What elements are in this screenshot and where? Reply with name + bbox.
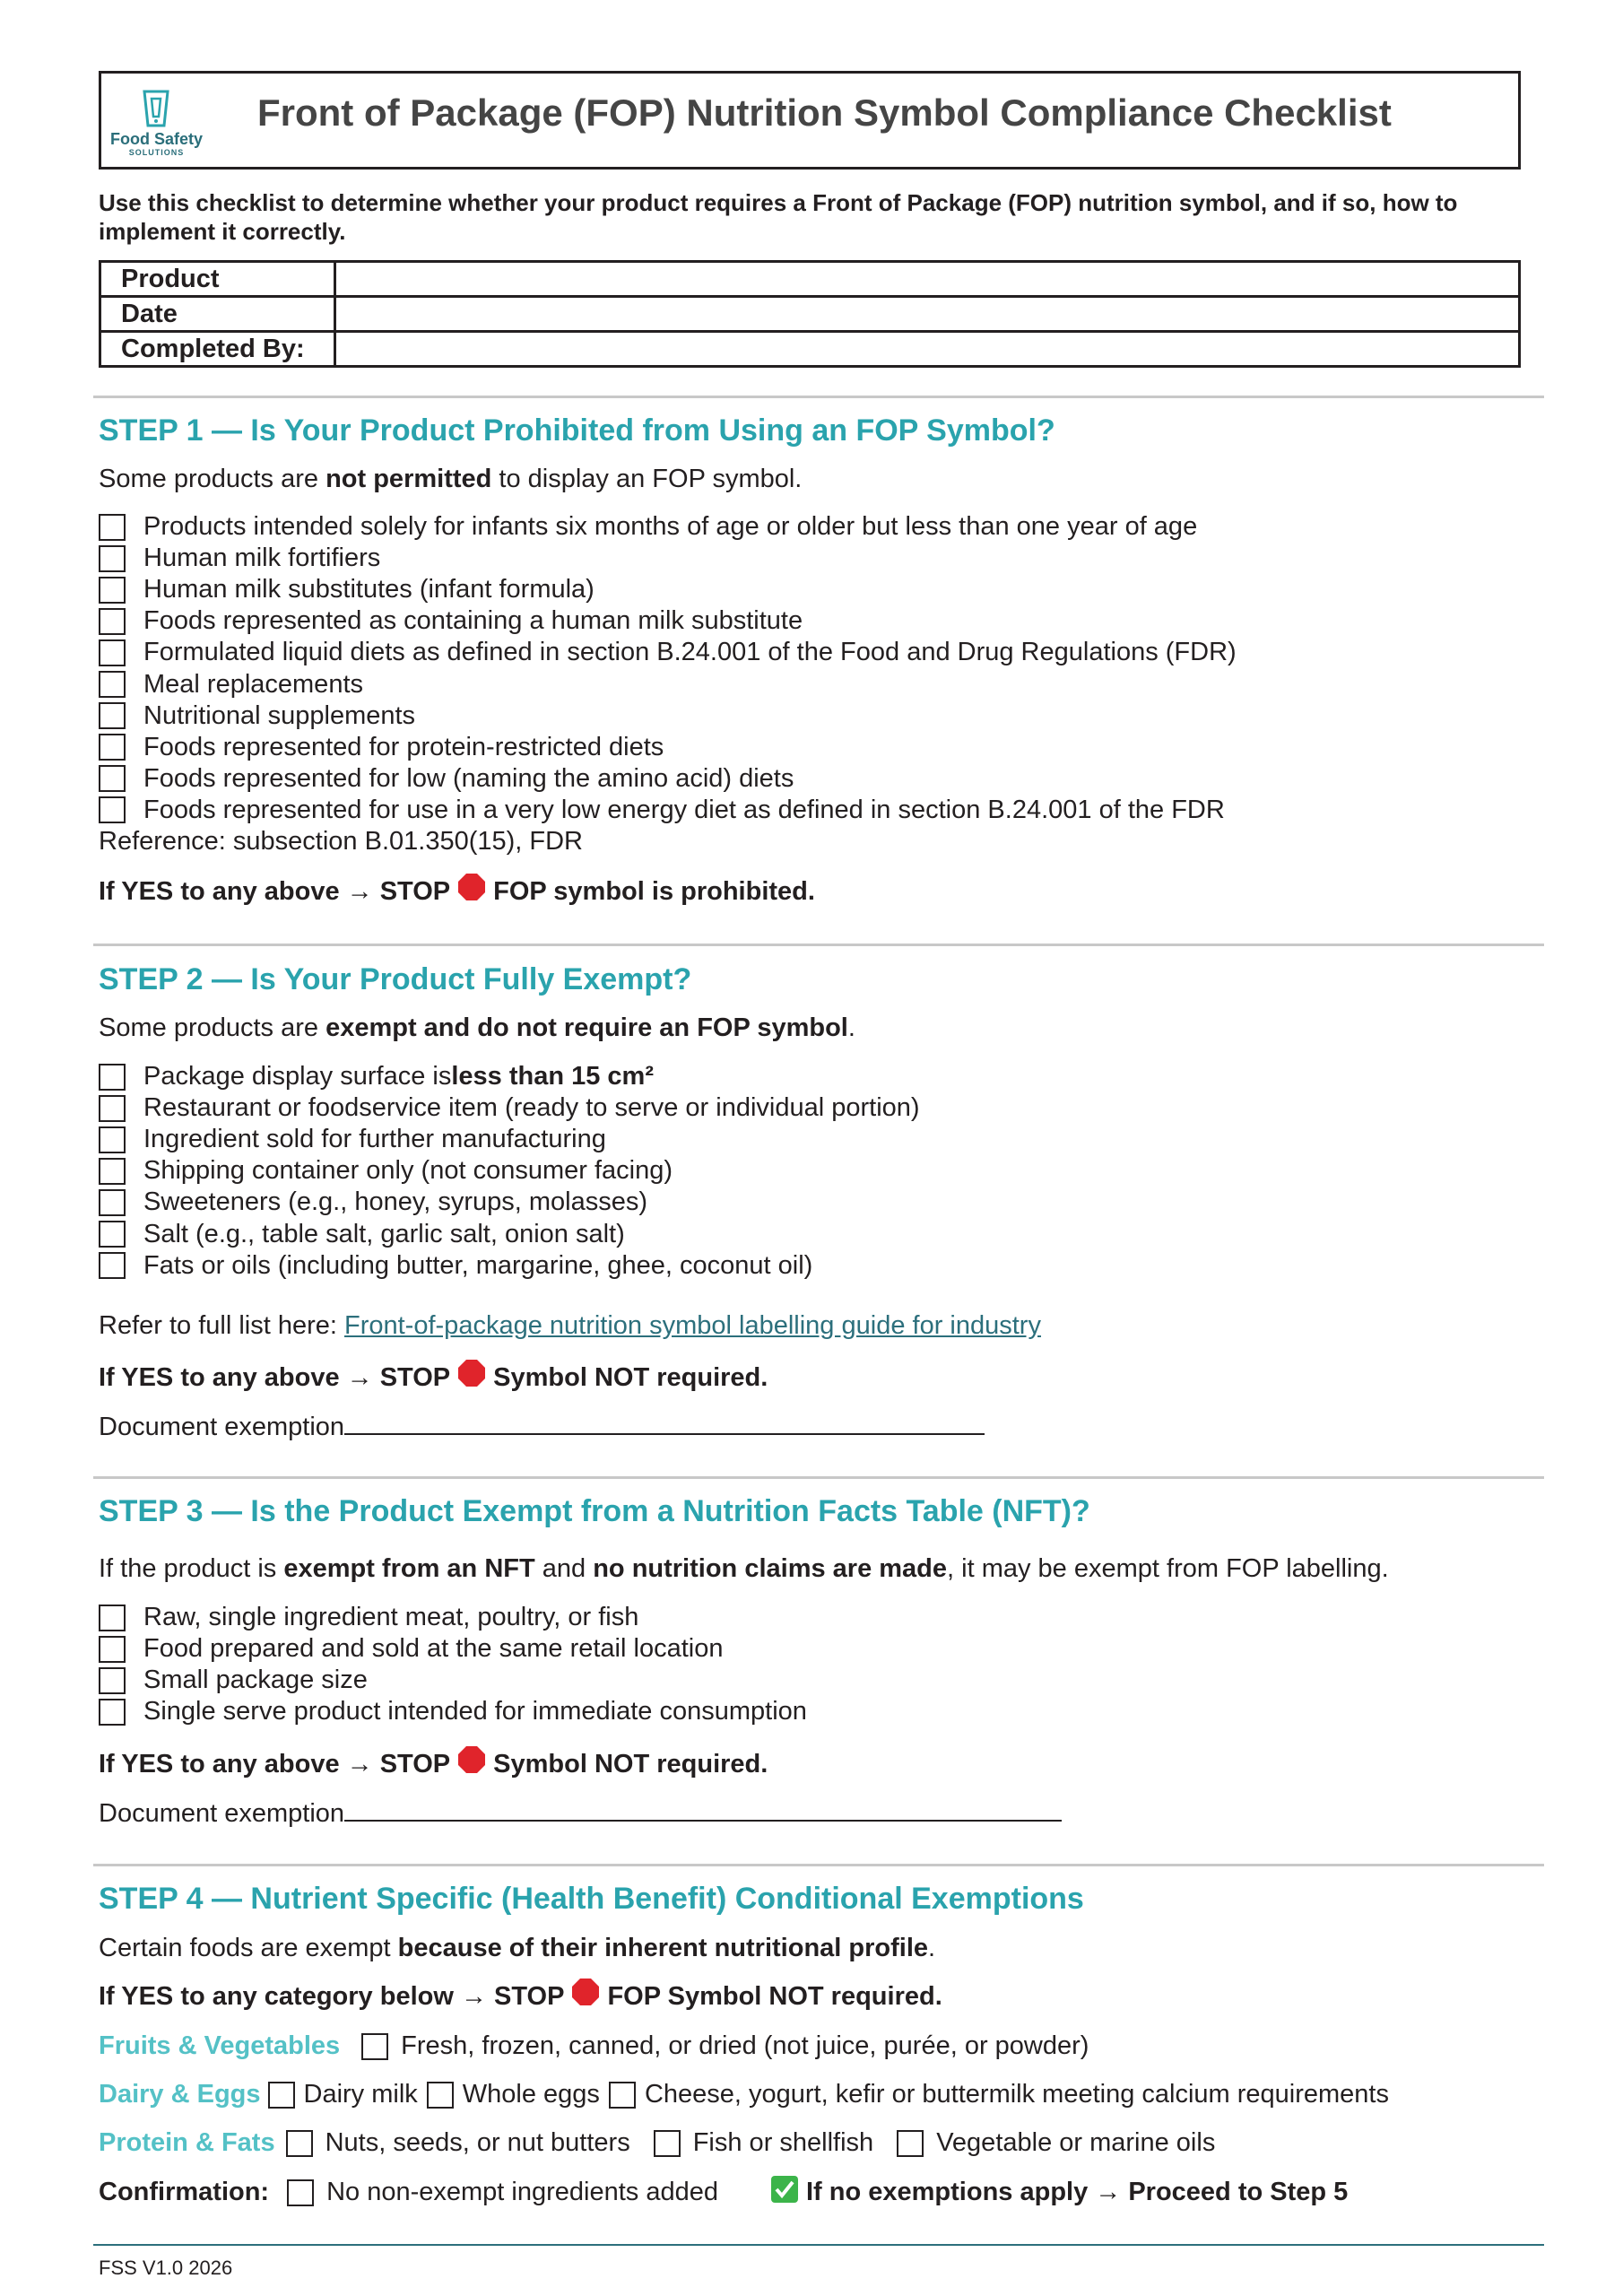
logo-subtext: SOLUTIONS — [128, 148, 185, 157]
checkbox[interactable] — [609, 2082, 636, 2109]
completed-by-label: Completed By: — [100, 332, 335, 367]
intro-text: Use this checklist to determine whether your product requires a Front of Package (FOP) nutrition symbol, and if so, how to implement it correctly. — [99, 189, 1458, 245]
category-label: Protein & Fats — [99, 2128, 275, 2157]
info-table — [99, 260, 1521, 368]
step2-title: STEP 2 — Is Your Product Fully Exempt? — [99, 962, 692, 996]
checkbox[interactable] — [99, 608, 126, 635]
checkbox[interactable] — [99, 577, 126, 604]
checkbox[interactable] — [99, 1252, 126, 1279]
step1-item: Products intended solely for infants six months of age or older but less than one year of age — [99, 511, 1237, 543]
checkbox[interactable] — [99, 1699, 126, 1726]
info-row-date — [100, 297, 1520, 332]
step3-item: Single serve product intended for immediate consumption — [99, 1696, 807, 1727]
stop-sign-icon — [457, 1745, 486, 1774]
date-field[interactable] — [335, 297, 1520, 332]
header-box — [99, 71, 1521, 170]
checkbox[interactable] — [99, 1667, 126, 1694]
stop-sign-icon — [571, 1978, 600, 2006]
guide-link[interactable]: Front-of-package nutrition symbol labelling guide for industry — [344, 1311, 1041, 1340]
footer-divider — [93, 2244, 1544, 2246]
page-title: Front of Package (FOP) Nutrition Symbol Compliance Checklist — [257, 91, 1392, 134]
checkbox[interactable] — [427, 2082, 454, 2109]
step1-item: Human milk substitutes (infant formula) — [99, 574, 1237, 605]
step2-item: Restaurant or foodservice item (ready to serve or individual portion) — [99, 1092, 920, 1124]
checkbox[interactable] — [99, 765, 126, 792]
divider — [93, 1476, 1544, 1479]
step2-item: Salt (e.g., table salt, garlic salt, onion salt) — [99, 1218, 920, 1249]
product-field[interactable] — [335, 262, 1520, 297]
step3-item: Food prepared and sold at the same retail location — [99, 1633, 807, 1665]
checkbox[interactable] — [897, 2130, 924, 2157]
step2-document: Document exemption — [99, 1412, 985, 1442]
step4-stop: If YES to any category below → STOP FOP Symbol NOT required. — [99, 1982, 942, 2012]
step1-title: STEP 1 — Is Your Product Prohibited from Using an FOP Symbol? — [99, 413, 1055, 448]
step3-intro: If the product is exempt from an NFT and no nutrition claims are made, it may be exempt from FOP labelling. — [99, 1554, 1389, 1583]
footer-version: FSS V1.0 2026 — [99, 2257, 233, 2279]
step3-document: Document exemption — [99, 1798, 1062, 1829]
info-row-completed-by — [100, 332, 1520, 367]
date-label: Date — [100, 297, 335, 332]
step2-intro: Some products are exempt and do not require an FOP symbol. — [99, 1013, 855, 1042]
step1-stop: If YES to any above → STOP FOP symbol is prohibited. — [99, 877, 815, 907]
step4-title: STEP 4 — Nutrient Specific (Health Benefit) Conditional Exemptions — [99, 1882, 1084, 1916]
document-exemption-field[interactable] — [344, 1798, 1062, 1822]
step1-reference: Reference: subsection B.01.350(15), FDR — [99, 826, 583, 856]
confirmation-label: Confirmation: — [99, 2178, 270, 2206]
step3-checklist — [99, 1602, 807, 1727]
category-label: Dairy & Eggs — [99, 2080, 261, 2109]
document-exemption-field[interactable] — [344, 1412, 985, 1435]
step1-item: Formulated liquid diets as defined in section B.24.001 of the Food and Drug Regulations (FDR) — [99, 637, 1237, 668]
step3-item: Raw, single ingredient meat, poultry, or fish — [99, 1602, 807, 1633]
stop-sign-icon — [457, 1359, 486, 1387]
checkbox[interactable] — [99, 734, 126, 761]
step1-item: Foods represented for use in a very low energy diet as defined in section B.24.001 of the FDR — [99, 795, 1237, 826]
checkbox[interactable] — [99, 1221, 126, 1248]
checkbox[interactable] — [99, 1126, 126, 1153]
step3-stop: If YES to any above → STOP Symbol NOT required. — [99, 1750, 768, 1779]
checkbox[interactable] — [99, 1095, 126, 1122]
step2-item: Fats or oils (including butter, margarine, ghee, coconut oil) — [99, 1250, 920, 1282]
checkbox[interactable] — [99, 671, 126, 698]
food-safety-logo — [105, 86, 208, 163]
checkbox[interactable] — [99, 639, 126, 666]
step3-item: Small package size — [99, 1665, 807, 1696]
step2-refer: Refer to full list here: Front-of-package nutrition symbol labelling guide for industry — [99, 1311, 1041, 1340]
step2-item: Sweeteners (e.g., honey, syrups, molasses) — [99, 1187, 920, 1218]
checkbox[interactable] — [99, 514, 126, 541]
step1-item: Foods represented as containing a human milk substitute — [99, 605, 1237, 637]
step1-intro: Some products are not permitted to display an FOP symbol. — [99, 465, 803, 493]
info-row-product — [100, 262, 1520, 297]
checkbox[interactable] — [268, 2082, 295, 2109]
checkbox[interactable] — [99, 1636, 126, 1663]
product-label: Product — [100, 262, 335, 297]
step4-intro: Certain foods are exempt because of their inherent nutritional profile. — [99, 1934, 936, 1962]
step2-item: Ingredient sold for further manufacturing — [99, 1124, 920, 1155]
step2-item: Package display surface is less than 15 cm² — [99, 1061, 920, 1092]
checkbox[interactable] — [99, 702, 126, 729]
step1-item: Nutritional supplements — [99, 700, 1237, 732]
logo-glass-icon — [105, 86, 208, 131]
proceed-text: If no exemptions apply → Proceed to Step 5 — [806, 2178, 1349, 2206]
protein-fats-row: Protein & Fats Nuts, seeds, or nut butters Fish or shellfish Vegetable or marine oils — [99, 2128, 1216, 2157]
step2-item: Shipping container only (not consumer facing) — [99, 1155, 920, 1187]
divider — [93, 1864, 1544, 1866]
completed-by-field[interactable] — [335, 332, 1520, 367]
checkbox[interactable] — [99, 1189, 126, 1216]
step1-item: Foods represented for low (naming the amino acid) diets — [99, 763, 1237, 795]
fruits-vegetables-row: Fruits & Vegetables Fresh, frozen, canned, or dried (not juice, purée, or powder) — [99, 2031, 1089, 2060]
stop-sign-icon — [457, 873, 486, 901]
step1-item: Foods represented for protein-restricted diets — [99, 732, 1237, 763]
step1-item: Meal replacements — [99, 668, 1237, 700]
category-label: Fruits & Vegetables — [99, 2031, 341, 2060]
step2-checklist — [99, 1061, 920, 1282]
checkbox[interactable] — [99, 796, 126, 823]
dairy-eggs-row: Dairy & Eggs Dairy milk Whole eggs Cheese, yogurt, kefir or buttermilk meeting calcium requirements — [99, 2080, 1389, 2109]
checkbox[interactable] — [99, 1158, 126, 1185]
divider — [93, 944, 1544, 946]
divider — [93, 396, 1544, 398]
step1-checklist — [99, 511, 1237, 857]
confirmation-row: Confirmation: No non-exempt ingredients added If no exemptions apply → Proceed to Step 5 — [99, 2178, 1348, 2207]
green-check-icon — [770, 2175, 799, 2204]
checkbox[interactable] — [287, 2179, 314, 2206]
step1-item: Human milk fortifiers — [99, 543, 1237, 574]
checkbox[interactable] — [99, 545, 126, 572]
checkbox[interactable] — [654, 2130, 681, 2157]
checkbox[interactable] — [361, 2033, 388, 2060]
step3-title: STEP 3 — Is the Product Exempt from a Nutrition Facts Table (NFT)? — [99, 1494, 1090, 1528]
step2-stop: If YES to any above → STOP Symbol NOT required. — [99, 1363, 768, 1393]
logo-text: Food Safety — [109, 130, 203, 148]
checkbox[interactable] — [99, 1605, 126, 1631]
checkbox[interactable] — [286, 2130, 313, 2157]
checkbox[interactable] — [99, 1064, 126, 1091]
